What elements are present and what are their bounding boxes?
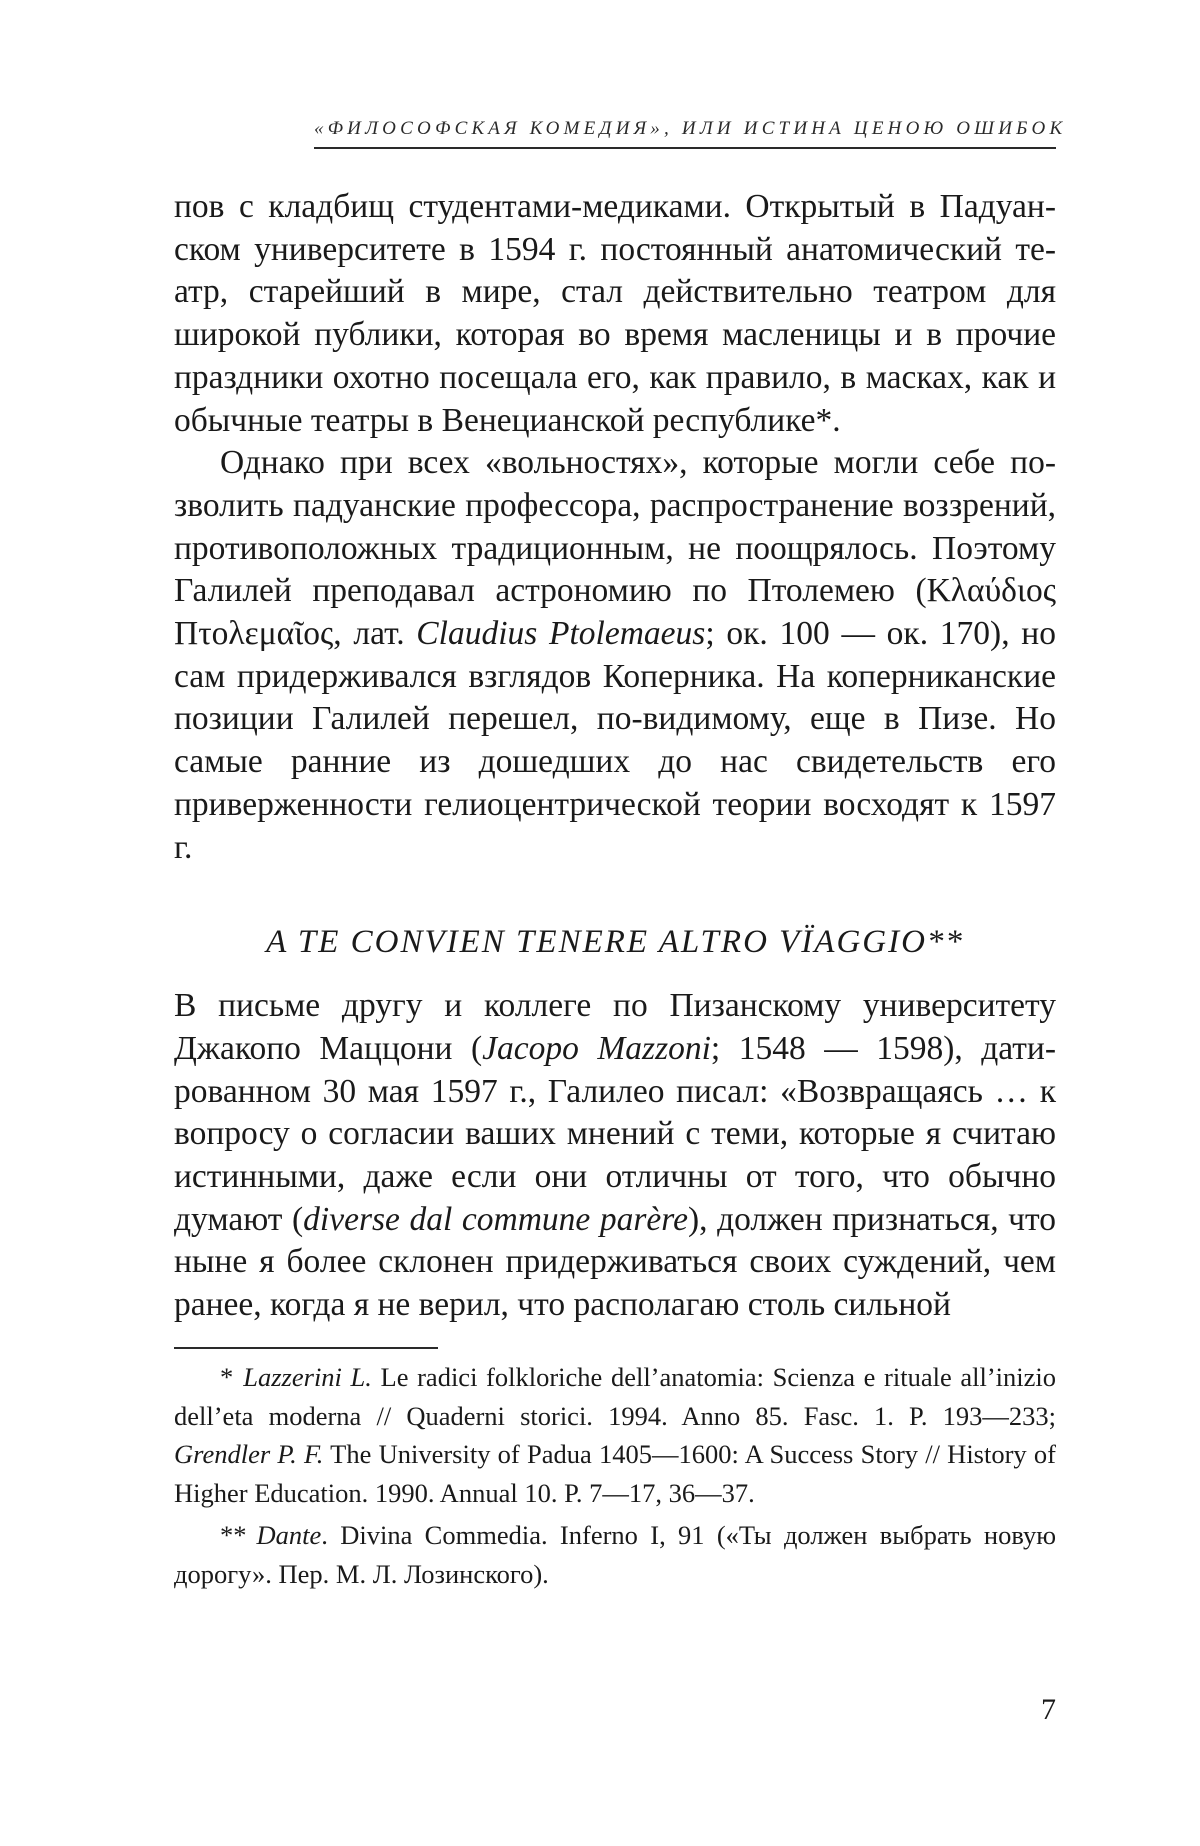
text-run: ), должен признаться, что ныне я более склонен придерживаться своих суждений, чем ранее, когда я не верил, что располагаю столь сильной <box>174 1200 1056 1324</box>
text-run: . Divina Commedia. Inferno I, 91 («Ты должен выбрать новую дорогу». Пер. М. Л. Лозинского). <box>174 1520 1056 1589</box>
footnote-rule <box>174 1347 438 1349</box>
text-run: В письме другу и коллеге по Пизанскому университету Джакопо Маццони ( <box>174 987 1056 1067</box>
running-head-rule <box>314 147 1056 149</box>
footnote <box>174 1516 1056 1593</box>
text-run: ; 1548 — 1598), датированном 30 мая 1597 г., Галилео писал: «Возвращаясь … к вопросу о согласии ваших мнений с теми, которые я считаю истинными, даже если они отличны от того, что обычно думают ( <box>174 1029 1057 1238</box>
footnote-mark: ** <box>220 1520 247 1550</box>
text-run: ; ок. 100 — ок. 170), но сам придерживался взглядов Коперника. На коперниканские позиции Галилей перешел, по-видимому, еще в Пизе. Но самые ранние из дошедших до нас свидетельств его приверженности гелиоцентрической теории восходят к 1597 г. <box>174 615 1056 866</box>
italic-text: Jacopo Mazzoni <box>482 1029 711 1067</box>
book-page <box>174 0 1067 1846</box>
section-heading: A TE CONVIEN TENERE ALTRO VÏAGGIO** <box>266 924 964 961</box>
italic-text: Grendler P. F. <box>174 1439 324 1469</box>
footnotes <box>174 1358 1056 1597</box>
footnote-mark: * <box>220 1362 234 1392</box>
running-head: «ФИЛОСОФСКАЯ КОМЕДИЯ», ИЛИ ИСТИНА ЦЕНОЮ ОШИБОК <box>314 118 1067 139</box>
italic-text: Claudius Ptolemaeus <box>416 615 706 653</box>
italic-text: Lazzerini L. <box>243 1362 372 1392</box>
text-run: пов с кладбищ студентами-медиками. Открытый в Падуанском университете в 1594 г. постоянный анатомический театр, старейший в мире, стал действительно театром для широкой публики, которая во время масленицы и в прочие праздники охотно посещала его, как правило, в масках, как и обычные театры в Венецианской республике*. <box>174 188 1056 439</box>
paragraph <box>174 442 1056 869</box>
page-number: 7 <box>1041 1693 1056 1726</box>
text-run: Однако при всех «вольностях», которые могли себе позволить падуанские профессора, распространение воззрений, противоположных традиционным, не поощрялось. Поэтому Галилей преподавал астрономию по Птолемею (Κλαύδιος Πτολεμαῖος, лат. <box>174 444 1056 653</box>
paragraph <box>174 186 1056 442</box>
paragraph <box>174 985 1056 1327</box>
body-text <box>174 186 1056 1327</box>
italic-text: diverse dal commune parère <box>303 1200 688 1238</box>
footnote <box>174 1358 1056 1512</box>
text-run: The University of Padua 1405—1600: A Success Story // History of Higher Education. 1990. Annual 10. P. 7—17, 36—37. <box>174 1439 1056 1508</box>
italic-text: Dante <box>256 1520 322 1550</box>
text-run: Le radici folkloriche dell’anatomia: Scienza e rituale all’inizio dell’eta moderna // Quaderni storici. 1994. Anno 85. Fasc. 1. P. 193—233; <box>174 1362 1056 1431</box>
